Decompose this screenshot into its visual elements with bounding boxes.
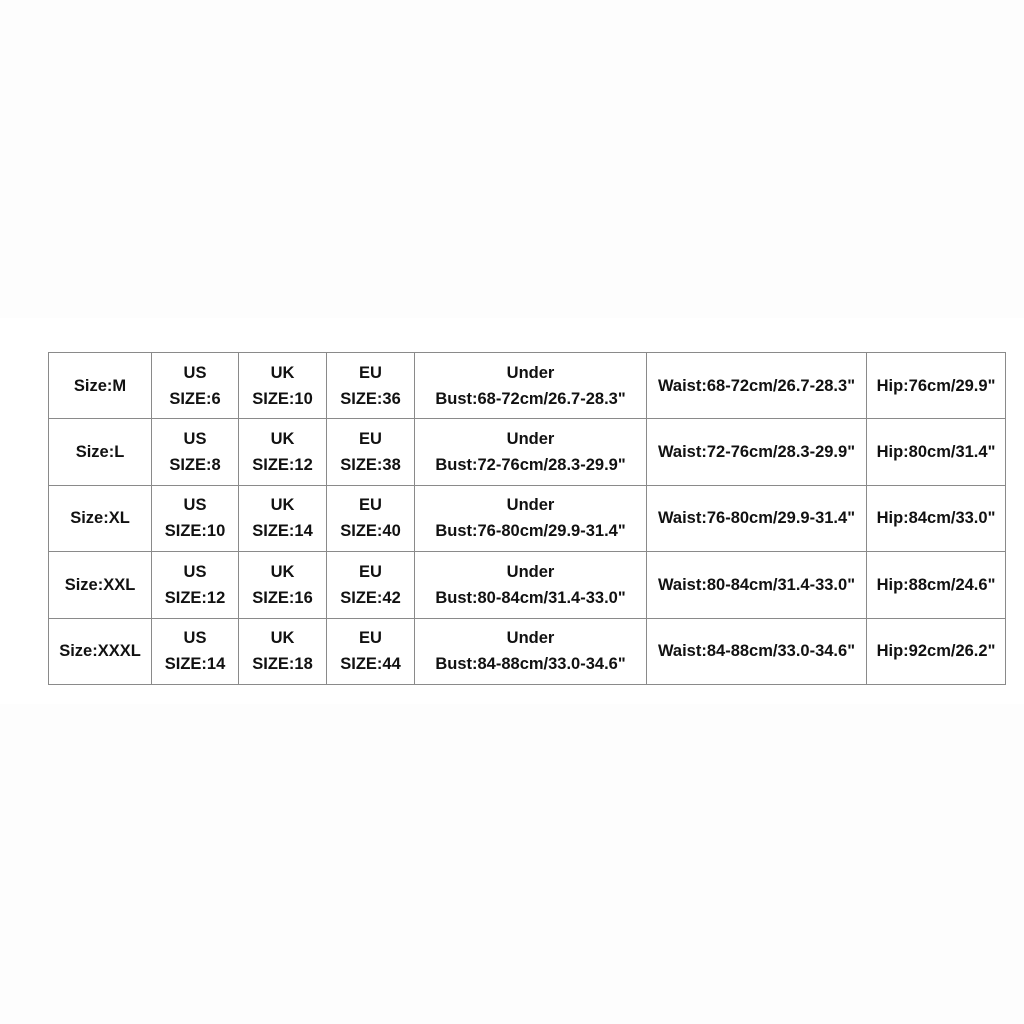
under-bust-cell-line: Bust:80-84cm/31.4-33.0" [435, 588, 626, 607]
hip-cell: Hip:92cm/26.2" [867, 618, 1006, 684]
us-size-cell [152, 618, 239, 684]
under-bust-cell-line: Bust:76-80cm/29.9-31.4" [435, 522, 626, 541]
us-size-cell-line: US [183, 562, 207, 581]
uk-size-cell-line: SIZE:14 [252, 522, 313, 541]
eu-size-cell-line: SIZE:38 [340, 456, 401, 475]
uk-size-cell-line: SIZE:18 [252, 655, 313, 674]
under-bust-cell [415, 353, 647, 419]
eu-size-cell-line: EU [359, 562, 382, 581]
size-cell: Size:XXL [49, 552, 152, 618]
size-cell: Size:L [49, 419, 152, 485]
uk-size-cell-line: SIZE:16 [252, 588, 313, 607]
eu-size-cell-line: EU [359, 496, 382, 515]
size-cell: Size:XXXL [49, 618, 152, 684]
uk-size-cell-line: UK [270, 363, 295, 382]
table-row [49, 419, 1006, 485]
uk-size-cell-line: UK [270, 629, 295, 648]
uk-size-cell [239, 552, 327, 618]
waist-cell: Waist:84-88cm/33.0-34.6" [647, 618, 867, 684]
us-size-cell [152, 552, 239, 618]
us-size-cell-line: SIZE:14 [164, 655, 226, 674]
under-bust-cell [415, 419, 647, 485]
waist-cell: Waist:68-72cm/26.7-28.3" [647, 353, 867, 419]
table-row [49, 485, 1006, 551]
eu-size-cell-line: EU [359, 629, 382, 648]
waist-cell: Waist:80-84cm/31.4-33.0" [647, 552, 867, 618]
eu-size-cell-line: SIZE:40 [340, 522, 401, 541]
uk-size-cell-line: UK [270, 496, 295, 515]
hip-cell: Hip:84cm/33.0" [867, 485, 1006, 551]
uk-size-cell-line: SIZE:10 [252, 389, 313, 408]
size-chart-table [48, 352, 1006, 685]
us-size-cell [152, 419, 239, 485]
hip-cell: Hip:88cm/24.6" [867, 552, 1006, 618]
table-row [49, 552, 1006, 618]
uk-size-cell [239, 618, 327, 684]
hip-cell: Hip:76cm/29.9" [867, 353, 1006, 419]
under-bust-cell-line: Under [506, 363, 555, 382]
us-size-cell-line: SIZE:10 [164, 522, 226, 541]
us-size-cell-line: US [183, 629, 207, 648]
uk-size-cell [239, 419, 327, 485]
eu-size-cell [327, 485, 415, 551]
uk-size-cell [239, 353, 327, 419]
waist-cell: Waist:76-80cm/29.9-31.4" [647, 485, 867, 551]
us-size-cell-line: US [183, 496, 207, 515]
eu-size-cell-line: EU [359, 363, 382, 382]
hip-cell: Hip:80cm/31.4" [867, 419, 1006, 485]
us-size-cell-line: US [183, 430, 207, 449]
table-row [49, 618, 1006, 684]
eu-size-cell-line: SIZE:44 [340, 655, 401, 674]
us-size-cell [152, 353, 239, 419]
uk-size-cell-line: UK [270, 562, 295, 581]
us-size-cell [152, 485, 239, 551]
eu-size-cell [327, 552, 415, 618]
under-bust-cell-line: Under [506, 629, 555, 648]
size-chart-body [49, 353, 1006, 685]
uk-size-cell-line: SIZE:12 [252, 456, 313, 475]
under-bust-cell-line: Under [506, 496, 555, 515]
under-bust-cell-line: Bust:84-88cm/33.0-34.6" [435, 655, 626, 674]
eu-size-cell-line: EU [359, 430, 382, 449]
size-cell: Size:XL [49, 485, 152, 551]
us-size-cell-line: SIZE:6 [169, 389, 221, 408]
eu-size-cell-line: SIZE:42 [340, 588, 401, 607]
under-bust-cell [415, 618, 647, 684]
under-bust-cell-line: Under [506, 562, 555, 581]
table-row [49, 353, 1006, 419]
us-size-cell-line: SIZE:12 [164, 588, 226, 607]
eu-size-cell-line: SIZE:36 [340, 389, 401, 408]
us-size-cell-line: US [183, 363, 207, 382]
uk-size-cell-line: UK [270, 430, 295, 449]
under-bust-cell [415, 552, 647, 618]
under-bust-cell [415, 485, 647, 551]
uk-size-cell [239, 485, 327, 551]
us-size-cell-line: SIZE:8 [169, 456, 221, 475]
eu-size-cell [327, 353, 415, 419]
eu-size-cell [327, 618, 415, 684]
under-bust-cell-line: Bust:68-72cm/26.7-28.3" [435, 389, 626, 408]
eu-size-cell [327, 419, 415, 485]
waist-cell: Waist:72-76cm/28.3-29.9" [647, 419, 867, 485]
under-bust-cell-line: Bust:72-76cm/28.3-29.9" [435, 456, 626, 475]
size-cell: Size:M [49, 353, 152, 419]
under-bust-cell-line: Under [506, 430, 555, 449]
